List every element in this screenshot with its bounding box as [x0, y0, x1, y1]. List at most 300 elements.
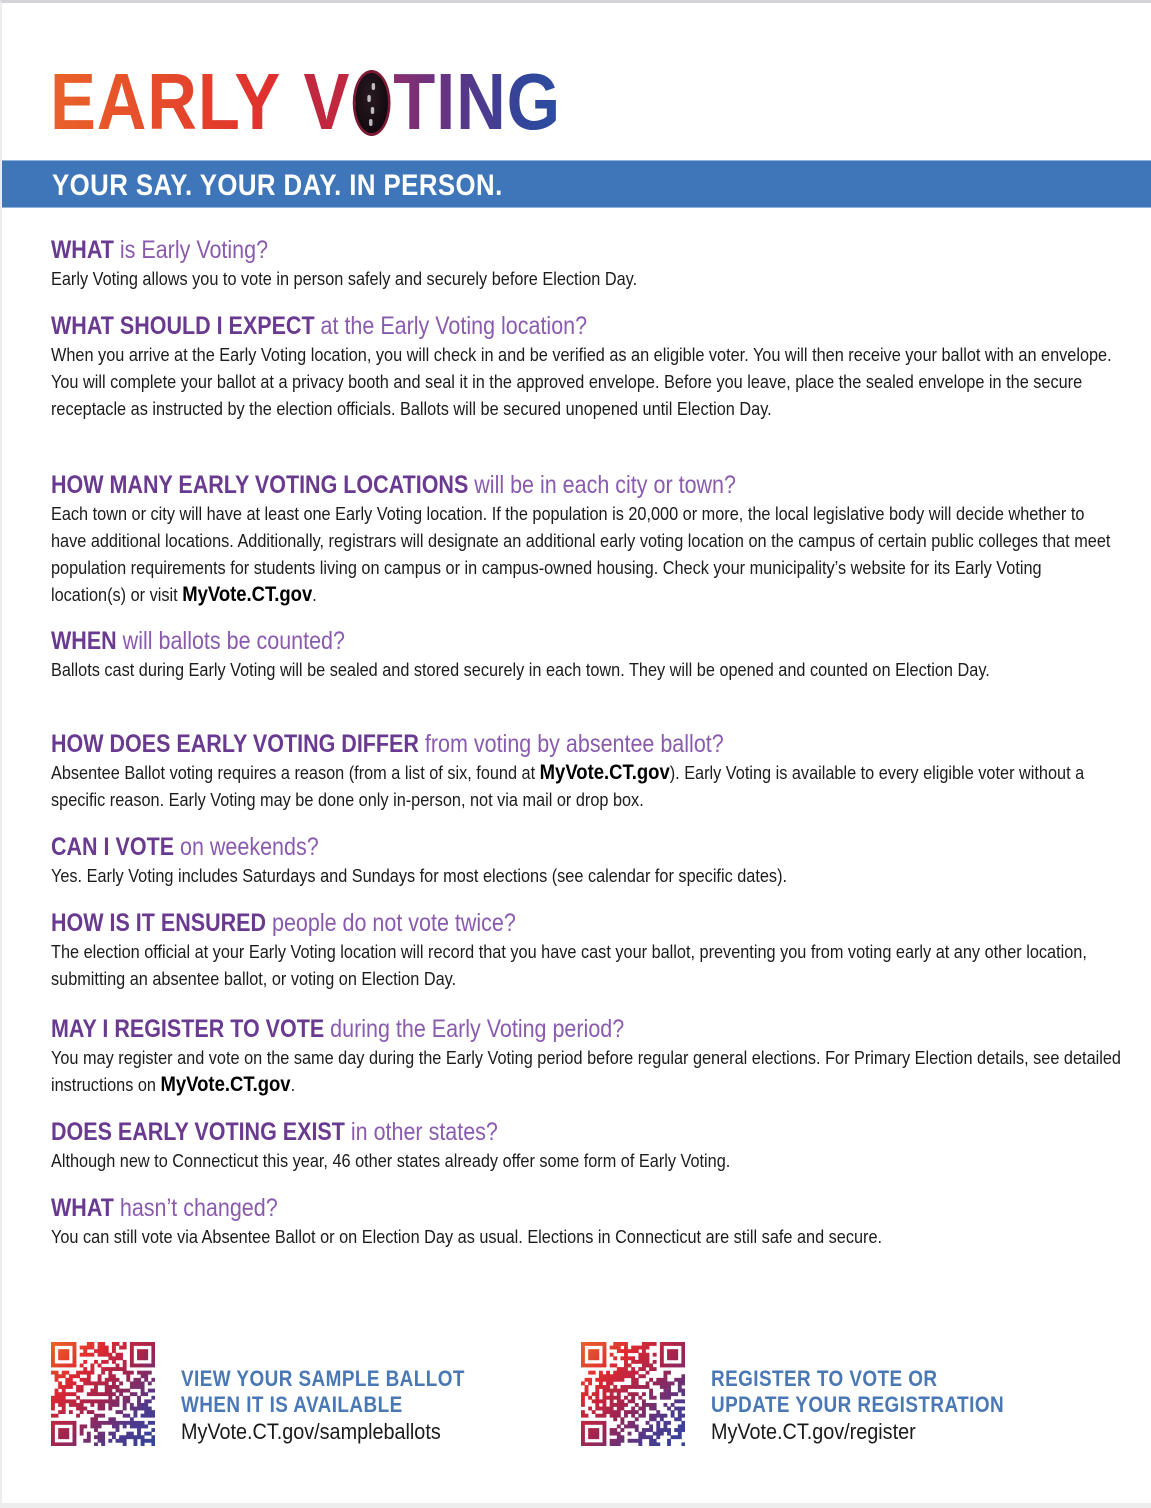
- qr-module: [624, 1364, 628, 1368]
- qr-module: [55, 1371, 59, 1375]
- qr-module: [83, 1346, 87, 1350]
- qr-module: [620, 1435, 624, 1439]
- qr-module: [101, 1414, 105, 1418]
- qr-module: [83, 1371, 87, 1375]
- qr-module: [90, 1421, 94, 1425]
- qr-module: [646, 1342, 650, 1346]
- qr-module: [141, 1353, 145, 1357]
- qr-module: [681, 1378, 685, 1382]
- qr-module: [606, 1385, 610, 1389]
- answer-text: When you arrive at the Early Voting location, you will check in and be verified as an eligible voter. You will then receive your ballot with an envelope. You will complete your ballot at a privacy booth and seal it in the approved envelope. Before you leave, place the sealed envelope in the secure receptacle as instructed by the election officials. Ballots will be secured unopened until Election Day.: [51, 344, 1112, 419]
- qr-module: [638, 1442, 642, 1446]
- qr-module: [610, 1442, 614, 1446]
- qr-module: [58, 1396, 62, 1400]
- faq-answer: [51, 341, 1121, 422]
- qr-module: [141, 1392, 145, 1396]
- qr-module: [617, 1424, 621, 1428]
- faq-question: [51, 730, 971, 758]
- qr-module: [585, 1378, 589, 1382]
- qr-code-icon[interactable]: [51, 1342, 155, 1446]
- qr-module: [656, 1442, 660, 1446]
- qr-module: [141, 1442, 145, 1446]
- qr-module: [130, 1417, 134, 1421]
- qr-module: [101, 1381, 105, 1385]
- qr-module: [588, 1435, 592, 1439]
- qr-module: [617, 1414, 621, 1418]
- faq-item: [51, 1118, 1121, 1174]
- qr-module: [678, 1432, 682, 1436]
- qr-module: [595, 1403, 599, 1407]
- qr-module: [671, 1353, 675, 1357]
- qr-module: [69, 1403, 73, 1407]
- qr-module: [613, 1364, 617, 1368]
- qr-module: [663, 1414, 667, 1418]
- qr-module: [133, 1385, 137, 1389]
- qr-module: [141, 1349, 145, 1353]
- qr-module: [112, 1381, 116, 1385]
- qr-module: [133, 1342, 137, 1346]
- qr-module: [617, 1378, 621, 1382]
- qr-module: [631, 1421, 635, 1425]
- faq-question: [51, 471, 971, 499]
- qr-module: [581, 1428, 585, 1432]
- qr-module: [123, 1367, 127, 1371]
- qr-module: [649, 1439, 653, 1443]
- qr-module: [649, 1342, 653, 1346]
- qr-module: [116, 1410, 120, 1414]
- cta-register[interactable]: [581, 1342, 1052, 1446]
- qr-module: [667, 1432, 671, 1436]
- qr-module: [613, 1378, 617, 1382]
- qr-module: [635, 1346, 639, 1350]
- qr-module: [620, 1356, 624, 1360]
- qr-module: [585, 1392, 589, 1396]
- qr-module: [144, 1399, 148, 1403]
- qr-module: [624, 1353, 628, 1357]
- qr-module: [660, 1356, 664, 1360]
- qr-module: [581, 1399, 585, 1403]
- qr-module: [642, 1410, 646, 1414]
- myvote-link[interactable]: MyVote.CT.gov: [182, 583, 313, 606]
- qr-module: [642, 1342, 646, 1346]
- qr-module: [620, 1417, 624, 1421]
- qr-module: [603, 1432, 607, 1436]
- qr-module: [585, 1421, 589, 1425]
- qr-module: [667, 1396, 671, 1400]
- qr-module: [649, 1442, 653, 1446]
- qr-module: [638, 1356, 642, 1360]
- qr-module: [603, 1407, 607, 1411]
- qr-module: [51, 1421, 55, 1425]
- qr-module: [65, 1378, 69, 1382]
- qr-module: [119, 1381, 123, 1385]
- qr-module: [55, 1399, 59, 1403]
- qr-module: [671, 1349, 675, 1353]
- qr-module: [588, 1407, 592, 1411]
- qr-module: [628, 1364, 632, 1368]
- qr-module: [603, 1353, 607, 1357]
- qr-module: [671, 1414, 675, 1418]
- qr-module: [656, 1381, 660, 1385]
- qr-module: [73, 1374, 77, 1378]
- qr-module: [610, 1428, 614, 1432]
- qr-module: [55, 1378, 59, 1382]
- qr-module: [141, 1403, 145, 1407]
- qr-module: [649, 1407, 653, 1411]
- answer-text: You can still vote via Absentee Ballot or on Election Day as usual. Elections in Connecticut are still safe and secure.: [51, 1226, 883, 1247]
- myvote-link[interactable]: MyVote.CT.gov: [160, 1073, 291, 1096]
- qr-module: [80, 1403, 84, 1407]
- qr-module: [667, 1428, 671, 1432]
- qr-module: [119, 1353, 123, 1357]
- qr-module: [76, 1389, 80, 1393]
- qr-module: [133, 1414, 137, 1418]
- qr-module: [58, 1353, 62, 1357]
- qr-module: [116, 1396, 120, 1400]
- qr-module: [144, 1407, 148, 1411]
- qr-module: [94, 1399, 98, 1403]
- qr-module: [116, 1424, 120, 1428]
- qr-module: [108, 1407, 112, 1411]
- qr-module: [105, 1353, 109, 1357]
- qr-module: [660, 1346, 664, 1350]
- qr-module: [108, 1417, 112, 1421]
- qr-module: [653, 1417, 657, 1421]
- qr-module: [112, 1374, 116, 1378]
- qr-module: [606, 1378, 610, 1382]
- faq-answer: [51, 265, 1121, 292]
- qr-module: [656, 1428, 660, 1432]
- qr-module: [581, 1421, 585, 1425]
- qr-module: [628, 1374, 632, 1378]
- qr-module: [51, 1442, 55, 1446]
- cta-sample-ballot[interactable]: [51, 1342, 511, 1446]
- qr-module: [588, 1421, 592, 1425]
- qr-module: [660, 1392, 664, 1396]
- qr-module: [610, 1407, 614, 1411]
- qr-module: [635, 1381, 639, 1385]
- qr-module: [646, 1435, 650, 1439]
- qr-module: [98, 1381, 102, 1385]
- qr-module: [116, 1353, 120, 1357]
- qr-module: [51, 1349, 55, 1353]
- qr-module: [642, 1403, 646, 1407]
- qr-module: [130, 1342, 134, 1346]
- qr-module: [656, 1421, 660, 1425]
- qr-module: [130, 1392, 134, 1396]
- qr-module: [112, 1421, 116, 1425]
- qr-module: [678, 1342, 682, 1346]
- qr-module: [141, 1374, 145, 1378]
- qr-module: [660, 1428, 664, 1432]
- qr-module: [55, 1364, 59, 1368]
- qr-module: [137, 1385, 141, 1389]
- qr-module: [603, 1374, 607, 1378]
- qr-module: [628, 1439, 632, 1443]
- qr-module: [51, 1353, 55, 1357]
- qr-module: [123, 1414, 127, 1418]
- qr-module: [130, 1360, 134, 1364]
- qr-module: [671, 1435, 675, 1439]
- qr-module: [101, 1399, 105, 1403]
- qr-module: [112, 1349, 116, 1353]
- qr-module: [595, 1399, 599, 1403]
- qr-module: [133, 1442, 137, 1446]
- register-link[interactable]: MyVote.CT.gov/register: [711, 1419, 916, 1444]
- qr-module: [610, 1403, 614, 1407]
- tagline-banner: [2, 160, 1151, 208]
- qr-module: [624, 1371, 628, 1375]
- qr-module: [667, 1342, 671, 1346]
- qr-module: [116, 1421, 120, 1425]
- qr-module: [620, 1407, 624, 1411]
- qr-module: [678, 1428, 682, 1432]
- qr-module: [631, 1349, 635, 1353]
- qr-module: [141, 1342, 145, 1346]
- qr-module: [624, 1346, 628, 1350]
- qr-module: [137, 1378, 141, 1382]
- qr-module: [610, 1346, 614, 1350]
- qr-module: [112, 1399, 116, 1403]
- qr-module: [133, 1424, 137, 1428]
- qr-module: [137, 1424, 141, 1428]
- qr-module: [123, 1421, 127, 1425]
- qr-module: [98, 1432, 102, 1436]
- qr-module: [116, 1364, 120, 1368]
- qr-module: [638, 1432, 642, 1436]
- qr-module: [635, 1410, 639, 1414]
- qr-module: [678, 1378, 682, 1382]
- qr-module: [667, 1392, 671, 1396]
- qr-module: [653, 1439, 657, 1443]
- qr-module: [681, 1399, 685, 1403]
- qr-module: [653, 1353, 657, 1357]
- qr-module: [69, 1410, 73, 1414]
- qr-module: [674, 1399, 678, 1403]
- qr-module: [603, 1428, 607, 1432]
- qr-module: [635, 1417, 639, 1421]
- qr-module: [62, 1403, 66, 1407]
- qr-module: [613, 1414, 617, 1418]
- qr-module: [631, 1399, 635, 1403]
- qr-module: [87, 1378, 91, 1382]
- qr-module: [73, 1392, 77, 1396]
- qr-module: [671, 1381, 675, 1385]
- qr-module: [51, 1403, 55, 1407]
- faq-question-rest: on weekends?: [174, 833, 319, 861]
- qr-module: [631, 1385, 635, 1389]
- qr-module: [51, 1432, 55, 1436]
- qr-module: [51, 1424, 55, 1428]
- qr-module: [65, 1353, 69, 1357]
- qr-module: [635, 1403, 639, 1407]
- qr-module: [660, 1385, 664, 1389]
- faq-item: [51, 1015, 1121, 1098]
- qr-module: [624, 1349, 628, 1353]
- qr-module: [112, 1356, 116, 1360]
- qr-module: [62, 1442, 66, 1446]
- qr-module: [631, 1407, 635, 1411]
- qr-module: [660, 1342, 664, 1346]
- qr-module: [119, 1410, 123, 1414]
- qr-module: [617, 1403, 621, 1407]
- qr-module: [678, 1424, 682, 1428]
- qr-module: [592, 1442, 596, 1446]
- qr-module: [581, 1381, 585, 1385]
- qr-module: [123, 1407, 127, 1411]
- qr-module: [663, 1378, 667, 1382]
- qr-module: [624, 1414, 628, 1418]
- faq-question: [51, 312, 971, 340]
- qr-module: [667, 1407, 671, 1411]
- qr-module: [620, 1378, 624, 1382]
- qr-module: [58, 1435, 62, 1439]
- qr-module: [603, 1403, 607, 1407]
- qr-module: [98, 1353, 102, 1357]
- qr-module: [58, 1399, 62, 1403]
- qr-module: [635, 1385, 639, 1389]
- qr-module: [112, 1385, 116, 1389]
- qr-module: [108, 1403, 112, 1407]
- qr-module: [144, 1342, 148, 1346]
- early-voting-logo: [50, 57, 562, 146]
- qr-module: [105, 1392, 109, 1396]
- qr-module: [667, 1356, 671, 1360]
- qr-module: [613, 1410, 617, 1414]
- faq-question-emphasis: HOW IS IT ENSURED: [51, 909, 267, 937]
- qr-module: [73, 1428, 77, 1432]
- qr-module: [73, 1356, 77, 1360]
- qr-module: [646, 1364, 650, 1368]
- qr-module: [144, 1439, 148, 1443]
- qr-module: [130, 1432, 134, 1436]
- qr-module: [55, 1396, 59, 1400]
- qr-module: [83, 1349, 87, 1353]
- qr-module: [87, 1432, 91, 1436]
- qr-module: [606, 1410, 610, 1414]
- answer-text: Absentee Ballot voting requires a reason (from a list of six, found at: [51, 762, 540, 783]
- qr-module: [603, 1392, 607, 1396]
- qr-module: [674, 1349, 678, 1353]
- qr-module: [617, 1442, 621, 1446]
- qr-module: [148, 1407, 152, 1411]
- qr-module: [656, 1410, 660, 1414]
- qr-module: [94, 1389, 98, 1393]
- qr-module: [105, 1367, 109, 1371]
- qr-module: [112, 1435, 116, 1439]
- qr-module: [151, 1349, 155, 1353]
- qr-module: [51, 1346, 55, 1350]
- qr-module: [681, 1356, 685, 1360]
- qr-module: [144, 1414, 148, 1418]
- qr-module: [98, 1374, 102, 1378]
- qr-module: [148, 1389, 152, 1393]
- qr-module: [65, 1342, 69, 1346]
- qr-module: [678, 1381, 682, 1385]
- qr-module: [80, 1399, 84, 1403]
- qr-module: [90, 1424, 94, 1428]
- qr-module: [674, 1342, 678, 1346]
- qr-module: [638, 1367, 642, 1371]
- qr-module: [610, 1374, 614, 1378]
- qr-module: [635, 1392, 639, 1396]
- qr-module: [663, 1392, 667, 1396]
- qr-module: [620, 1439, 624, 1443]
- qr-module: [642, 1364, 646, 1368]
- qr-module: [592, 1428, 596, 1432]
- qr-module: [133, 1381, 137, 1385]
- qr-module: [137, 1364, 141, 1368]
- qr-module: [144, 1356, 148, 1360]
- qr-module: [141, 1439, 145, 1443]
- qr-module: [642, 1353, 646, 1357]
- sample-ballot-link[interactable]: MyVote.CT.gov/sampleballots: [181, 1419, 441, 1444]
- qr-module: [144, 1353, 148, 1357]
- qr-module: [617, 1342, 621, 1346]
- faq-question-rest: at the Early Voting location?: [314, 312, 588, 340]
- myvote-link[interactable]: MyVote.CT.gov: [539, 761, 670, 784]
- qr-module: [667, 1353, 671, 1357]
- qr-module: [141, 1435, 145, 1439]
- qr-module: [130, 1346, 134, 1350]
- faq-answer: [51, 500, 1121, 608]
- qr-module: [681, 1442, 685, 1446]
- qr-module: [663, 1403, 667, 1407]
- qr-module: [62, 1356, 66, 1360]
- qr-module: [73, 1403, 77, 1407]
- qr-module: [642, 1385, 646, 1389]
- qr-module: [628, 1349, 632, 1353]
- qr-module: [595, 1389, 599, 1393]
- qr-module: [123, 1364, 127, 1368]
- qr-module: [603, 1396, 607, 1400]
- qr-module: [674, 1356, 678, 1360]
- qr-module: [101, 1371, 105, 1375]
- qr-module: [55, 1421, 59, 1425]
- qr-module: [617, 1410, 621, 1414]
- qr-module: [581, 1349, 585, 1353]
- qr-module: [148, 1432, 152, 1436]
- qr-module: [646, 1346, 650, 1350]
- qr-module: [646, 1403, 650, 1407]
- tagline-text: YOUR SAY. YOUR DAY. IN PERSON.: [52, 169, 503, 202]
- qr-module: [656, 1424, 660, 1428]
- qr-module: [83, 1378, 87, 1382]
- qr-module: [628, 1356, 632, 1360]
- qr-module: [610, 1414, 614, 1418]
- qr-module: [133, 1407, 137, 1411]
- qr-module: [55, 1374, 59, 1378]
- qr-module: [98, 1424, 102, 1428]
- qr-module: [119, 1392, 123, 1396]
- qr-module: [581, 1414, 585, 1418]
- qr-module: [595, 1392, 599, 1396]
- qr-module: [674, 1364, 678, 1368]
- qr-module: [151, 1364, 155, 1368]
- qr-module: [62, 1389, 66, 1393]
- faq-question-emphasis: CAN I VOTE: [51, 833, 175, 861]
- qr-module: [105, 1381, 109, 1385]
- qr-module: [144, 1374, 148, 1378]
- qr-code-icon[interactable]: [581, 1342, 685, 1446]
- qr-module: [80, 1371, 84, 1375]
- qr-module: [660, 1396, 664, 1400]
- qr-module: [617, 1371, 621, 1375]
- qr-module: [663, 1424, 667, 1428]
- qr-module: [581, 1424, 585, 1428]
- qr-module: [613, 1356, 617, 1360]
- qr-module: [620, 1371, 624, 1375]
